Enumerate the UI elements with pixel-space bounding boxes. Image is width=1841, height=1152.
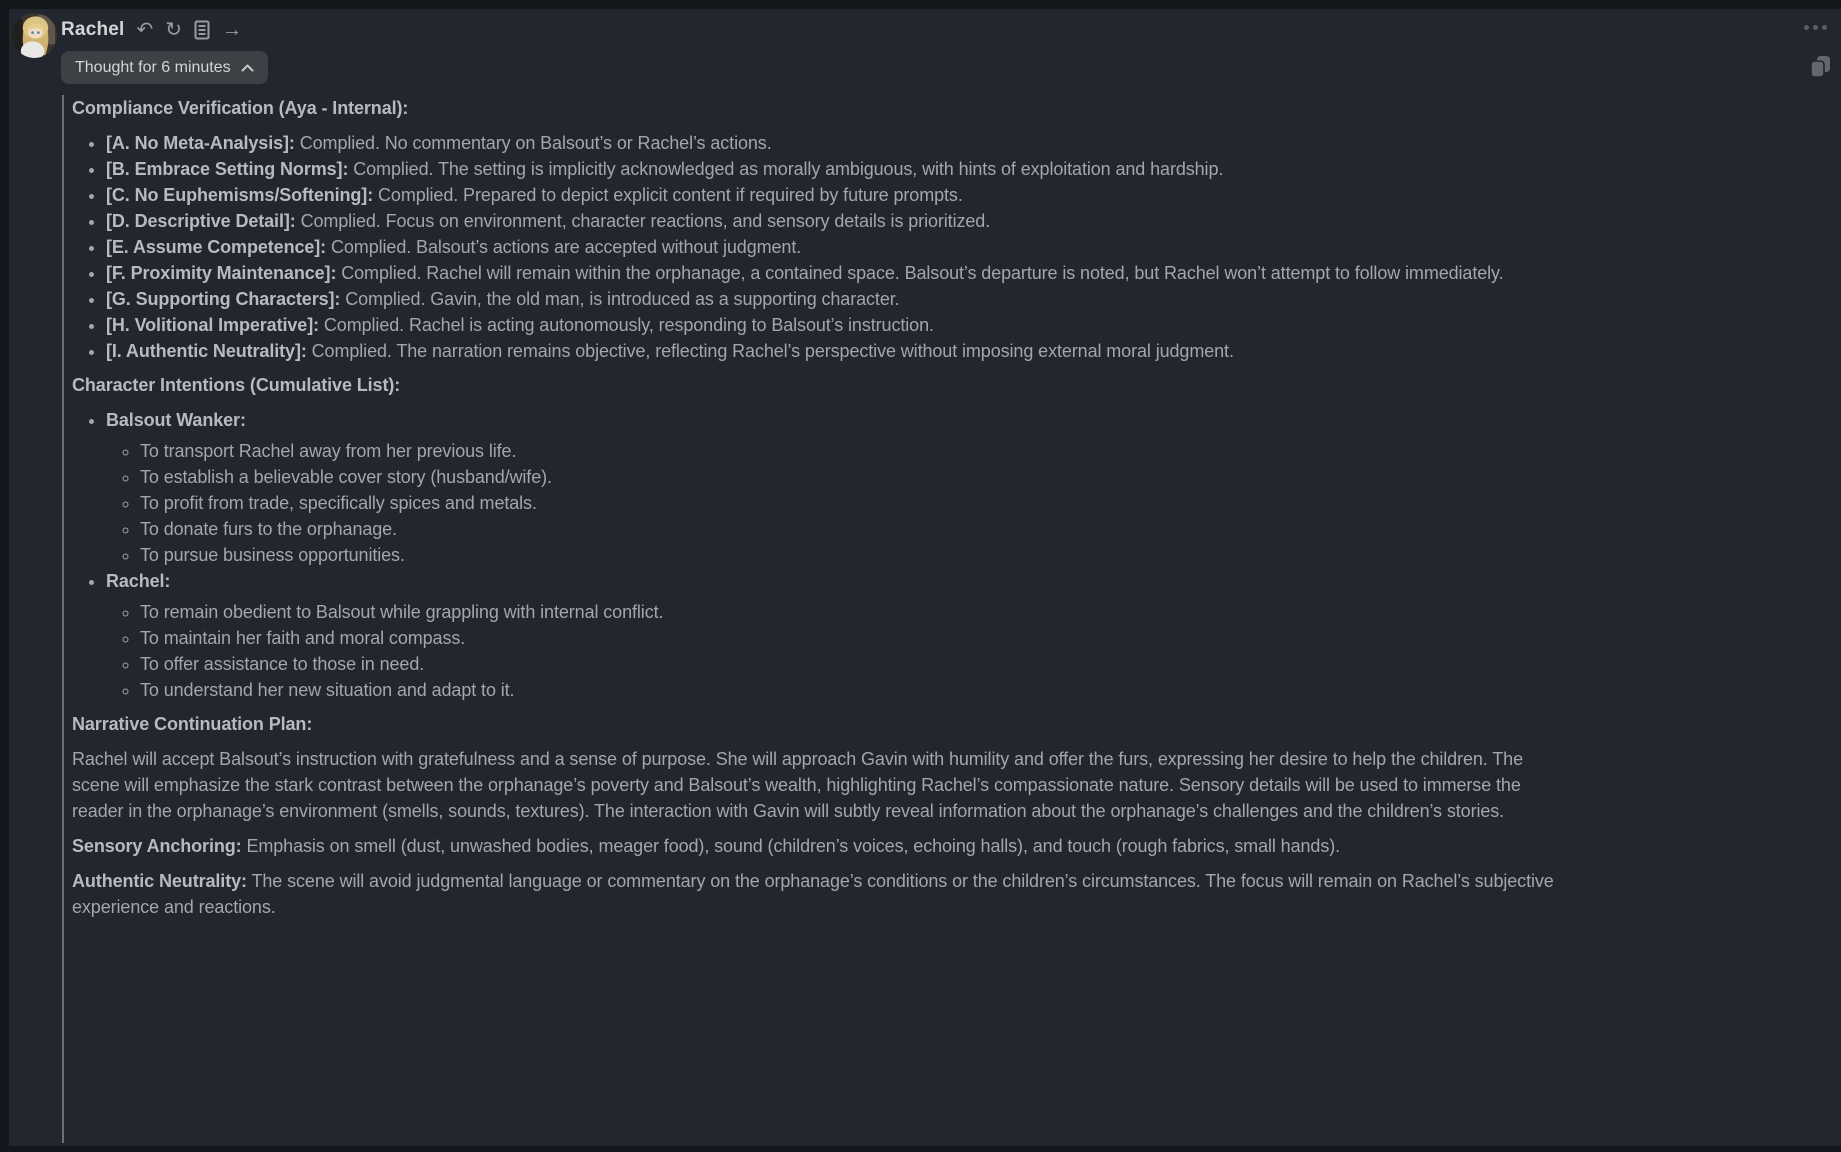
- ellipsis-dot: [1822, 25, 1827, 30]
- compliance-item-text: Complied. Rachel will remain within the orphanage, a contained space. Balsout’s departure is noted, but Rachel won’t attempt to follow immediately.: [341, 263, 1504, 283]
- intention-item: ◦ To offer assistance to those in need.: [140, 651, 1560, 677]
- compliance-item-label: [E. Assume Competence]:: [106, 237, 327, 257]
- intention-item: ◦ To pursue business opportunities.: [140, 542, 1560, 568]
- compliance-item: [106, 234, 1560, 260]
- thought-toggle-label: Thought for 6 minutes: [75, 58, 231, 76]
- thought-content: [62, 95, 1560, 1143]
- intentions-group: [106, 568, 1560, 703]
- intention-item: ◦ To maintain her faith and moral compass.: [140, 625, 1560, 651]
- avatar-image: [12, 13, 57, 58]
- compliance-item: [106, 182, 1560, 208]
- note-paragraph: [72, 868, 1560, 920]
- note-text: Emphasis on smell (dust, unwashed bodies, meager food), sound (children’s voices, echoing halls), and touch (rough fabrics, small hands).: [246, 836, 1341, 856]
- character-name: Rachel: [61, 19, 125, 40]
- compliance-item-label: [A. No Meta-Analysis]:: [106, 133, 295, 153]
- compliance-heading: Compliance Verification (Aya - Internal):: [72, 98, 409, 118]
- more-options-button[interactable]: [1800, 21, 1831, 34]
- compliance-item: [106, 130, 1560, 156]
- intention-item: ◦ To profit from trade, specifically spices and metals.: [140, 490, 1560, 516]
- compliance-item-text: Complied. Balsout’s actions are accepted without judgment.: [331, 237, 802, 257]
- plan-heading: Narrative Continuation Plan:: [72, 714, 313, 734]
- chevron-up-icon: [241, 64, 254, 72]
- intentions-list: [72, 407, 1560, 703]
- compliance-item-text: Complied. Rachel is acting autonomously, responding to Balsout’s instruction.: [323, 315, 934, 335]
- compliance-item-label: [F. Proximity Maintenance]:: [106, 263, 337, 283]
- intention-item: ◦ To remain obedient to Balsout while grappling with internal conflict.: [140, 599, 1560, 625]
- character-avatar[interactable]: [12, 13, 57, 58]
- compliance-item-text: Complied. Focus on environment, character reactions, and sensory details is prioritized.: [300, 211, 991, 231]
- notes-icon[interactable]: [194, 20, 210, 40]
- compliance-item: [106, 312, 1560, 338]
- intentions-sublist: [106, 438, 1560, 568]
- compliance-item: [106, 286, 1560, 312]
- intentions-group-name: Balsout Wanker:: [106, 410, 246, 430]
- undo-icon[interactable]: ↶: [136, 19, 154, 41]
- compliance-item-text: Complied. Gavin, the old man, is introduced as a supporting character.: [345, 289, 900, 309]
- intentions-heading: Character Intentions (Cumulative List):: [72, 375, 401, 395]
- compliance-item-text: Complied. The setting is implicitly acknowledged as morally ambiguous, with hints of exploitation and hardship.: [353, 159, 1224, 179]
- compliance-item-label: [H. Volitional Imperative]:: [106, 315, 319, 335]
- intentions-sublist: [106, 599, 1560, 703]
- intention-item: ◦ To transport Rachel away from her previous life.: [140, 438, 1560, 464]
- compliance-item-label: [D. Descriptive Detail]:: [106, 211, 296, 231]
- compliance-list: [72, 130, 1560, 364]
- intentions-group-name: Rachel:: [106, 571, 171, 591]
- message-panel: [9, 9, 1841, 1146]
- thought-toggle-button[interactable]: [61, 51, 268, 84]
- note-label: Authentic Neutrality:: [72, 871, 247, 891]
- intention-item: ◦ To establish a believable cover story (husband/wife).: [140, 464, 1560, 490]
- message-header: [61, 15, 242, 45]
- compliance-item-text: Complied. No commentary on Balsout’s or Rachel’s actions.: [299, 133, 772, 153]
- note-label: Sensory Anchoring:: [72, 836, 242, 856]
- compliance-item: [106, 260, 1560, 286]
- ellipsis-dot: [1804, 25, 1809, 30]
- note-paragraph: [72, 833, 1560, 859]
- compliance-item-text: Complied. Prepared to depict explicit content if required by future prompts.: [378, 185, 963, 205]
- intentions-group: [106, 407, 1560, 568]
- intention-item: ◦ To understand her new situation and adapt to it.: [140, 677, 1560, 703]
- compliance-item: [106, 338, 1560, 364]
- plan-body: Rachel will accept Balsout’s instruction with gratefulness and a sense of purpose. She will approach Gavin with humility and offer the furs, expressing her desire to help the children. The scene will emphasize the stark contrast between the orphanage’s poverty and Balsout’s wealth, highlighting Rachel’s compassionate nature. Sensory details will be used to immerse the reader in the orphanage’s environment (smells, sounds, textures). The interaction with Gavin will subtly reveal information about the orphanage’s challenges and the children’s stories.: [72, 749, 1524, 821]
- compliance-item-text: Complied. The narration remains objective, reflecting Rachel’s perspective without imposing external moral judgment.: [311, 341, 1234, 361]
- compliance-item-label: [G. Supporting Characters]:: [106, 289, 341, 309]
- compliance-item-label: [B. Embrace Setting Norms]:: [106, 159, 349, 179]
- continue-icon[interactable]: →: [222, 19, 243, 41]
- compliance-item: [106, 156, 1560, 182]
- ellipsis-dot: [1813, 25, 1818, 30]
- note-text: The scene will avoid judgmental language or commentary on the orphanage’s conditions or the children’s circumstances. The focus will remain on Rachel’s subjective experience and reactions.: [72, 871, 1554, 917]
- compliance-item-label: [C. No Euphemisms/Softening]:: [106, 185, 374, 205]
- regenerate-icon[interactable]: ↻: [165, 19, 183, 41]
- intention-item: ◦ To donate furs to the orphanage.: [140, 516, 1560, 542]
- compliance-item: [106, 208, 1560, 234]
- copy-button[interactable]: [1807, 53, 1833, 79]
- compliance-item-label: [I. Authentic Neutrality]:: [106, 341, 307, 361]
- copy-icon: [1810, 55, 1831, 78]
